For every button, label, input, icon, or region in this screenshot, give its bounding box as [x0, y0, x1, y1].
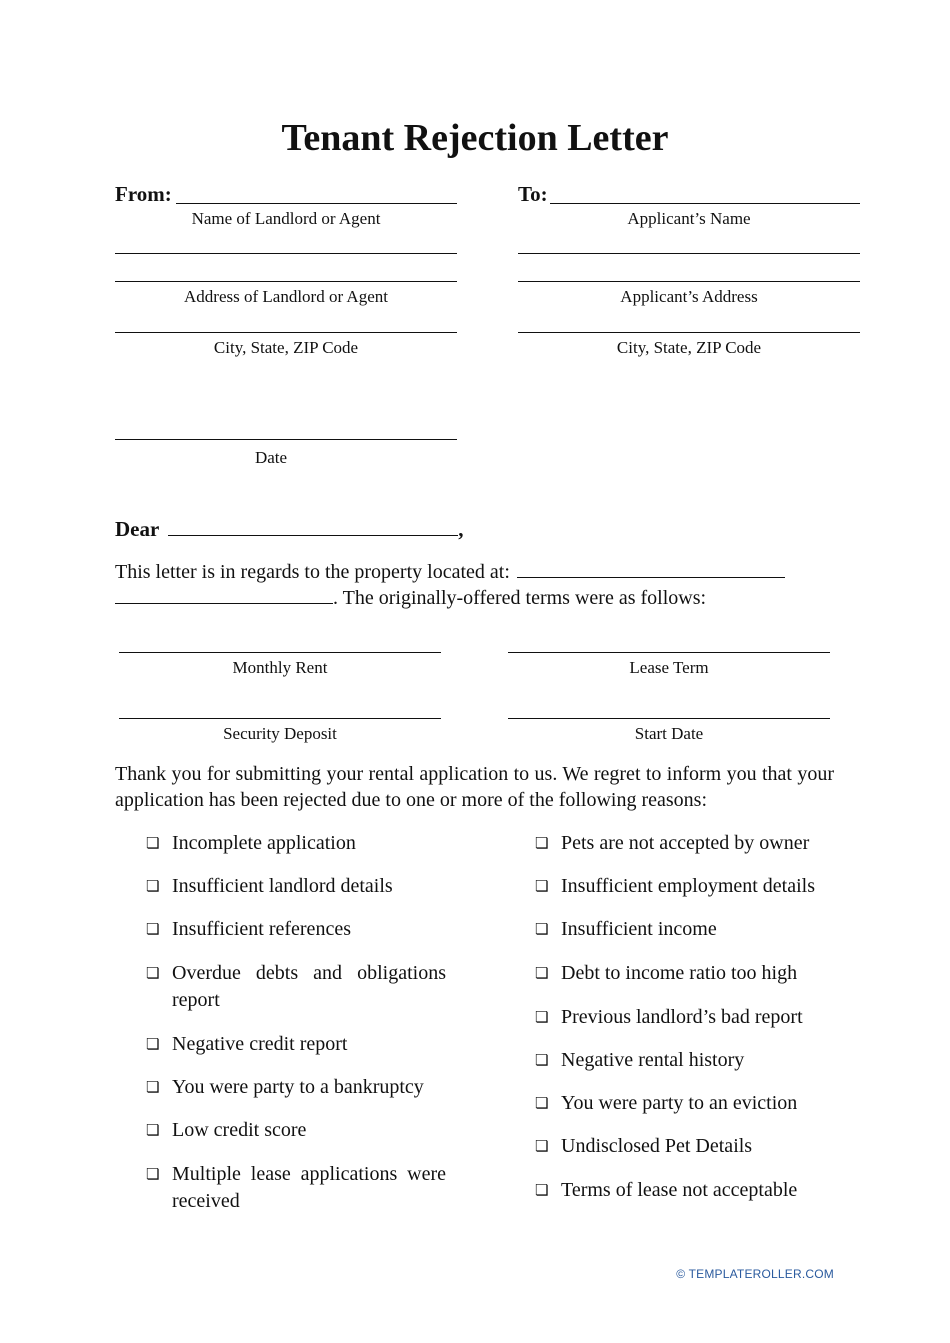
monthly-rent-line[interactable]	[119, 652, 441, 653]
from-city-caption: City, State, ZIP Code	[213, 338, 359, 357]
reason-label: Overdue debts and obligations report	[172, 962, 446, 1011]
checkbox-icon[interactable]: ❏	[146, 1165, 160, 1183]
reason-label: Terms of lease not acceptable	[561, 1179, 798, 1201]
from-city-line[interactable]	[115, 332, 457, 333]
checkbox-icon[interactable]: ❏	[146, 1121, 160, 1139]
reason-item[interactable]	[146, 830, 446, 857]
date-caption: Date	[254, 448, 288, 467]
reason-item[interactable]	[146, 1117, 446, 1144]
checkbox-icon[interactable]: ❏	[146, 920, 160, 938]
reason-label: Negative credit report	[172, 1033, 348, 1055]
reason-item[interactable]	[535, 1133, 835, 1160]
page-title: Tenant Rejection Letter	[281, 117, 669, 159]
reason-item[interactable]	[146, 960, 446, 1014]
reason-item[interactable]	[535, 1090, 835, 1117]
reason-label: Insufficient landlord details	[172, 875, 393, 897]
to-address-caption: Applicant’s Address	[620, 287, 758, 306]
reason-item[interactable]	[146, 1161, 446, 1215]
salutation-comma: ,	[458, 517, 464, 541]
reason-item[interactable]	[535, 1004, 835, 1031]
checkbox-icon[interactable]: ❏	[146, 964, 160, 982]
checkbox-icon[interactable]: ❏	[535, 964, 549, 982]
reason-label: Insufficient income	[561, 918, 717, 940]
from-address-line-1[interactable]	[115, 253, 457, 254]
start-date-line[interactable]	[508, 718, 830, 719]
reason-item[interactable]	[146, 873, 446, 900]
from-label: From:	[115, 182, 172, 206]
from-address-caption: Address of Landlord or Agent	[184, 287, 388, 306]
from-address-line-2[interactable]	[115, 281, 457, 282]
to-address-line-2[interactable]	[518, 281, 860, 282]
footer-credit[interactable]: © TEMPLATEROLLER.COM	[676, 1267, 834, 1281]
reason-label: Undisclosed Pet Details	[561, 1135, 753, 1157]
from-name-line[interactable]	[176, 203, 457, 204]
reason-label: Low credit score	[172, 1119, 307, 1141]
reason-item[interactable]	[146, 1031, 446, 1058]
property-address-line-2[interactable]	[115, 585, 333, 604]
salutation	[115, 515, 463, 541]
checkbox-icon[interactable]: ❏	[535, 834, 549, 852]
reason-label: Insufficient references	[172, 918, 351, 940]
to-label: To:	[518, 182, 548, 206]
to-city-caption: City, State, ZIP Code	[616, 338, 762, 357]
start-date-caption: Start Date	[634, 724, 704, 743]
checkbox-icon[interactable]: ❏	[535, 920, 549, 938]
checkbox-icon[interactable]: ❏	[535, 877, 549, 895]
security-deposit-line[interactable]	[119, 718, 441, 719]
property-text-part2: . The originally-offered terms were as follows:	[333, 587, 707, 609]
reason-label: Incomplete application	[172, 832, 356, 854]
monthly-rent-caption: Monthly Rent	[232, 658, 328, 677]
property-paragraph	[115, 559, 835, 611]
salutation-name-line[interactable]	[168, 515, 458, 536]
reason-item[interactable]	[146, 1074, 446, 1101]
checkbox-icon[interactable]: ❏	[535, 1137, 549, 1155]
checkbox-icon[interactable]: ❏	[535, 1051, 549, 1069]
checkbox-icon[interactable]: ❏	[146, 1035, 160, 1053]
property-text-part1: This letter is in regards to the property located at:	[115, 561, 510, 583]
security-deposit-caption: Security Deposit	[223, 724, 337, 743]
reason-item[interactable]	[535, 916, 835, 943]
property-address-line-1[interactable]	[517, 559, 785, 578]
reason-item[interactable]	[535, 873, 835, 900]
lease-term-caption: Lease Term	[629, 658, 709, 677]
to-name-caption: Applicant’s Name	[627, 209, 751, 228]
checkbox-icon[interactable]: ❏	[535, 1008, 549, 1026]
checkbox-icon[interactable]: ❏	[146, 877, 160, 895]
reason-item[interactable]	[146, 916, 446, 943]
reason-label: Insufficient employment details	[561, 875, 816, 897]
rejection-paragraph: Thank you for submitting your rental application to us. We regret to inform you that your application has been rejected due to one or more of the following reasons:	[115, 763, 834, 811]
checkbox-icon[interactable]: ❏	[535, 1181, 549, 1199]
to-name-line[interactable]	[550, 203, 860, 204]
checkbox-icon[interactable]: ❏	[535, 1094, 549, 1112]
reason-label: Multiple lease applications were received	[172, 1163, 446, 1212]
checkbox-icon[interactable]: ❏	[146, 1078, 160, 1096]
reason-label: Debt to income ratio too high	[561, 962, 798, 984]
reason-label: Previous landlord’s bad report	[561, 1006, 803, 1028]
reason-item[interactable]	[535, 830, 835, 857]
checkbox-icon[interactable]: ❏	[146, 834, 160, 852]
from-name-caption: Name of Landlord or Agent	[191, 209, 381, 228]
salutation-label: Dear	[115, 517, 159, 541]
lease-term-line[interactable]	[508, 652, 830, 653]
to-city-line[interactable]	[518, 332, 860, 333]
reason-label: You were party to a bankruptcy	[172, 1076, 424, 1098]
reason-item[interactable]	[535, 960, 835, 987]
reason-item[interactable]	[535, 1047, 835, 1074]
reason-label: Negative rental history	[561, 1049, 745, 1071]
reason-label: Pets are not accepted by owner	[561, 832, 810, 854]
reason-item[interactable]	[535, 1177, 835, 1204]
reason-label: You were party to an eviction	[561, 1092, 798, 1114]
to-address-line-1[interactable]	[518, 253, 860, 254]
date-line[interactable]	[115, 439, 457, 440]
